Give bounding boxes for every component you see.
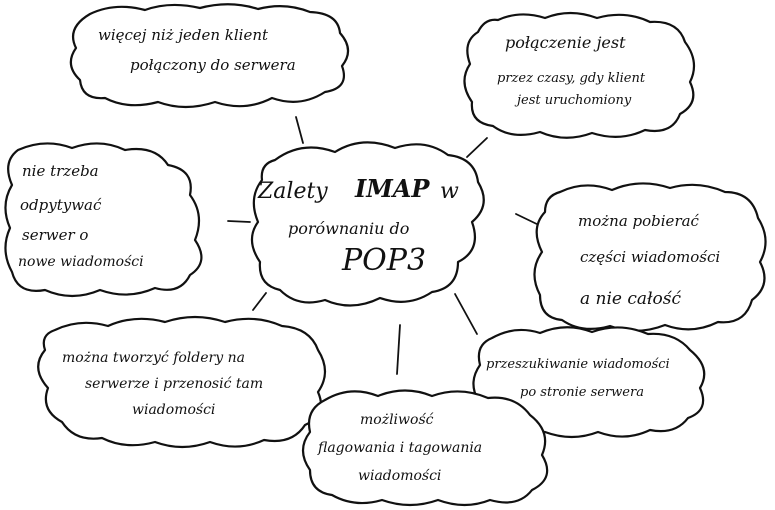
bubble-line: serwer o bbox=[22, 226, 89, 244]
bubble-line: nie trzeba bbox=[22, 162, 99, 180]
bubble-line: nowe wiadomości bbox=[18, 254, 144, 270]
connector-folders bbox=[253, 293, 266, 310]
bubble-line: połączenie jest bbox=[505, 33, 626, 52]
bubble-line: można pobierać bbox=[578, 212, 699, 230]
bubble-line: odpytywać bbox=[20, 196, 102, 214]
bubble-text-connection bbox=[497, 33, 646, 108]
bubble-line: przeszukiwanie wiadomości bbox=[486, 357, 670, 372]
connector-flags bbox=[397, 325, 400, 374]
bubble-line: możliwość bbox=[360, 412, 434, 428]
bubble-line: przez czasy, gdy klient bbox=[497, 71, 646, 86]
bubble-line: serwerze i przenosić tam bbox=[85, 376, 264, 392]
center-line-comparison: porównaniu do bbox=[288, 219, 410, 238]
bubble-line: więcej niż jeden klient bbox=[98, 26, 269, 44]
bubble-line: połączony do serwera bbox=[130, 56, 296, 74]
bubble-line: po stronie serwera bbox=[520, 385, 644, 400]
connector-no-polling bbox=[228, 221, 250, 222]
connector-server-search bbox=[455, 294, 477, 334]
bubble-line: jest uruchomiony bbox=[517, 93, 632, 108]
center-word-advantages: Zalety bbox=[258, 179, 328, 204]
bubble-line: wiadomości bbox=[132, 402, 216, 418]
bubble-line: wiadomości bbox=[358, 468, 442, 484]
bubble-line: flagowania i tagowania bbox=[318, 440, 483, 456]
connector-connection bbox=[467, 138, 487, 157]
center-word-w: w bbox=[440, 179, 459, 204]
connector-many-clients bbox=[296, 117, 303, 143]
center-word-imap: IMAP bbox=[355, 174, 430, 203]
bubble-line: części wiadomości bbox=[580, 248, 721, 266]
bubble-line: a nie całość bbox=[580, 289, 682, 309]
center-word-pop3: POP3 bbox=[342, 243, 427, 278]
bubble-line: można tworzyć foldery na bbox=[62, 350, 245, 366]
